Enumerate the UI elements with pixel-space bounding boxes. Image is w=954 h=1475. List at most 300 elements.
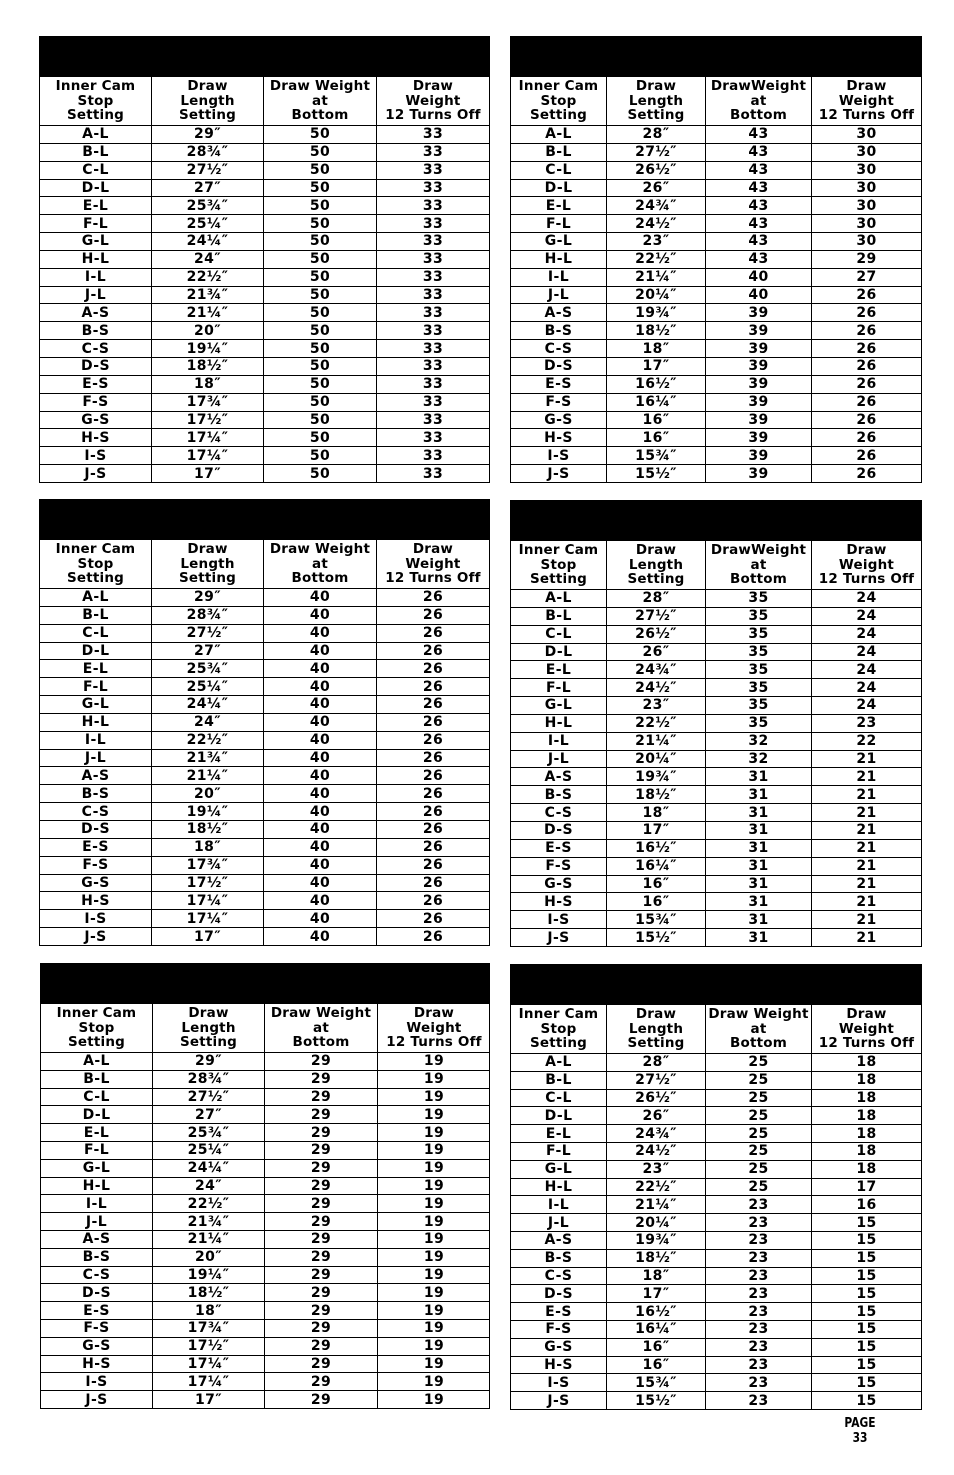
- table-cell: 26: [422, 785, 444, 802]
- table-cell: 21: [856, 768, 877, 785]
- table-cell: 35: [706, 644, 812, 661]
- table-cell: 19: [423, 1142, 445, 1159]
- column-header: Draw Weight 12 Turns Off: [818, 1006, 915, 1052]
- draw-chart-table-4: [510, 500, 922, 947]
- table-cell: 29″: [152, 126, 264, 143]
- table-cell: 26: [422, 839, 444, 856]
- table-cell: 25¼″: [152, 678, 264, 695]
- table-cell: 23: [706, 1214, 812, 1231]
- table-cell: 50: [264, 447, 377, 464]
- table-cell: 33: [422, 394, 444, 411]
- table-cell: 27½″: [607, 144, 706, 161]
- table-cell: 15¾″: [607, 911, 706, 928]
- column-header: Inner Cam Stop Setting: [40, 77, 152, 125]
- table-cell: 26: [856, 287, 877, 304]
- table-cell: 19¾″: [607, 1232, 706, 1249]
- table-cell: D-S: [40, 821, 152, 838]
- table-cell: E-S: [511, 376, 607, 393]
- table-row: [41, 1391, 489, 1409]
- table-cell: 43: [706, 162, 812, 179]
- table-cell: 21: [856, 840, 877, 857]
- table-cell: 40: [706, 287, 812, 304]
- table-cell: J-L: [40, 287, 152, 304]
- table-cell: 21: [856, 875, 877, 892]
- table-cell: 33: [422, 376, 444, 393]
- table-row: [41, 1089, 489, 1107]
- table-cell: 29: [265, 1213, 378, 1230]
- table-cell: 31: [706, 768, 812, 785]
- table-cell: 25: [706, 1072, 812, 1089]
- table-cell: H-S: [40, 429, 152, 446]
- table-cell: 39: [706, 358, 812, 375]
- table-cell: F-L: [40, 215, 152, 232]
- table-cell: C-S: [511, 340, 607, 357]
- table-row: [41, 1053, 489, 1071]
- column-header: Inner Cam Stop Setting: [40, 540, 152, 588]
- table-cell: 17″: [607, 822, 706, 839]
- table-cell: 33: [422, 144, 444, 161]
- table-cell: 33: [422, 197, 444, 214]
- table-row: [40, 429, 489, 447]
- table-cell: 18: [856, 1161, 877, 1178]
- table-cell: F-S: [511, 1321, 607, 1338]
- table-cell: 31: [706, 822, 812, 839]
- table-cell: 39: [706, 465, 812, 483]
- table-cell: B-S: [40, 785, 152, 802]
- table-cell: 35: [706, 697, 812, 714]
- table-row: [41, 1160, 489, 1178]
- table-cell: 21: [856, 804, 877, 821]
- table-row: [511, 1179, 921, 1197]
- table-cell: 27: [856, 269, 877, 286]
- table-row: [511, 911, 921, 929]
- table-cell: I-S: [40, 447, 152, 464]
- table-cell: 28″: [607, 126, 706, 143]
- table-cell: 40: [264, 839, 377, 856]
- table-cell: 40: [264, 625, 377, 642]
- table-cell: B-L: [511, 144, 607, 161]
- table-cell: 39: [706, 304, 812, 321]
- table-cell: 17″: [152, 928, 264, 946]
- table-row: [511, 1232, 921, 1250]
- table-cell: J-L: [511, 751, 607, 768]
- table-row: [40, 910, 489, 928]
- table-cell: H-S: [511, 429, 607, 446]
- table-row: [41, 1356, 489, 1374]
- table-cell: 30: [856, 233, 877, 250]
- table-row: [40, 643, 489, 661]
- table-cell: 24: [856, 661, 877, 678]
- table-cell: 18″: [607, 1268, 706, 1285]
- table-cell: 24: [856, 608, 877, 625]
- table-row: [40, 251, 489, 269]
- table-cell: 33: [422, 251, 444, 268]
- table-cell: 23: [706, 1285, 812, 1302]
- table-cell: 19: [423, 1373, 445, 1390]
- table-cell: 15½″: [607, 1392, 706, 1410]
- table-cell: 40: [264, 857, 377, 874]
- table-row: [511, 1268, 921, 1286]
- table-row: [511, 1339, 921, 1357]
- table-cell: 26: [856, 429, 877, 446]
- table-row: [40, 857, 489, 875]
- table-cell: 50: [264, 304, 377, 321]
- table-cell: 17¼″: [152, 892, 264, 909]
- table-cell: J-S: [511, 1392, 607, 1410]
- table-row: [511, 1161, 921, 1179]
- table-cell: 16″: [607, 893, 706, 910]
- table-cell: 17¾″: [152, 394, 264, 411]
- table-cell: 40: [264, 607, 377, 624]
- table-cell: J-L: [511, 1214, 607, 1231]
- table-cell: A-L: [511, 1054, 607, 1071]
- table-row: [40, 304, 489, 322]
- table-cell: F-S: [40, 394, 152, 411]
- table-cell: 50: [264, 251, 377, 268]
- table-cell: 33: [422, 215, 444, 232]
- table-cell: B-S: [511, 322, 607, 339]
- table-cell: 29: [265, 1356, 378, 1373]
- table-cell: 21: [856, 822, 877, 839]
- table-cell: 19: [423, 1106, 445, 1123]
- table-cell: 29: [265, 1195, 378, 1212]
- table-cell: 17¾″: [152, 857, 264, 874]
- table-cell: 26: [422, 910, 444, 927]
- table-cell: 30: [856, 215, 877, 232]
- table-cell: 18″: [607, 340, 706, 357]
- table-row: [40, 287, 489, 305]
- table-cell: 27″: [153, 1106, 265, 1123]
- table-cell: 35: [706, 590, 812, 607]
- draw-chart-table-6: [510, 964, 922, 1410]
- table-cell: 26: [422, 767, 444, 784]
- draw-chart-table-5: [40, 963, 490, 1409]
- table-cell: A-L: [511, 126, 607, 143]
- table-row: [40, 322, 489, 340]
- table-cell: 33: [422, 233, 444, 250]
- table-cell: 19: [423, 1177, 445, 1194]
- table-cell: 21¼″: [607, 1196, 706, 1213]
- table-row: [41, 1249, 489, 1267]
- table-row: [41, 1338, 489, 1356]
- table-cell: 24: [856, 697, 877, 714]
- table-cell: 21: [856, 751, 877, 768]
- table-cell: 15: [856, 1250, 877, 1267]
- table-cell: 19: [423, 1338, 445, 1355]
- table-cell: 26″: [607, 1107, 706, 1124]
- table-cell: 15: [856, 1303, 877, 1320]
- table-cell: 24¾″: [607, 197, 706, 214]
- table-cell: 33: [422, 447, 444, 464]
- table-cell: 24¾″: [607, 661, 706, 678]
- table-cell: F-L: [41, 1142, 153, 1159]
- table-cell: 15½″: [607, 929, 706, 947]
- table-cell: 28¾″: [152, 144, 264, 161]
- table-row: [40, 785, 489, 803]
- table-cell: C-L: [511, 626, 607, 643]
- column-header: Inner Cam Stop Setting: [511, 541, 607, 589]
- table-row: [40, 144, 489, 162]
- table-cell: 31: [706, 911, 812, 928]
- table-cell: 24″: [153, 1178, 265, 1195]
- table-cell: A-L: [40, 589, 152, 606]
- table-header-row: [41, 1004, 489, 1053]
- table-cell: 43: [706, 144, 812, 161]
- table-cell: 29: [265, 1142, 378, 1159]
- column-header: Draw Weight at Bottom: [265, 1004, 378, 1052]
- table-cell: J-S: [511, 465, 607, 483]
- table-cell: 18½″: [152, 821, 264, 838]
- table-title-bar: [511, 965, 921, 1005]
- table-cell: 18″: [152, 376, 264, 393]
- table-cell: 15: [856, 1267, 877, 1284]
- table-cell: 26½″: [607, 1090, 706, 1107]
- table-cell: 26: [856, 376, 877, 393]
- table-cell: 50: [264, 126, 377, 143]
- table-row: [511, 394, 921, 412]
- table-row: [511, 1214, 921, 1232]
- table-cell: 16″: [607, 412, 706, 429]
- table-cell: E-S: [40, 839, 152, 856]
- table-row: [511, 1303, 921, 1321]
- table-cell: G-L: [40, 696, 152, 713]
- table-cell: 35: [706, 608, 812, 625]
- table-cell: 31: [706, 893, 812, 910]
- table-cell: J-S: [41, 1391, 153, 1409]
- table-cell: 26: [856, 322, 877, 339]
- table-cell: 29: [265, 1249, 378, 1266]
- table-cell: 32: [706, 751, 812, 768]
- table-cell: 40: [264, 803, 377, 820]
- table-cell: F-S: [40, 857, 152, 874]
- table-cell: D-S: [41, 1284, 153, 1301]
- table-cell: 25: [706, 1090, 812, 1107]
- table-cell: 40: [264, 732, 377, 749]
- table-cell: 17¼″: [153, 1356, 265, 1373]
- table-cell: 26: [856, 465, 877, 482]
- table-row: [41, 1195, 489, 1213]
- table-row: [40, 607, 489, 625]
- table-cell: 31: [706, 858, 812, 875]
- table-cell: 19: [423, 1213, 445, 1230]
- table-cell: 19¾″: [607, 304, 706, 321]
- table-cell: 23: [706, 1374, 812, 1391]
- table-cell: B-L: [511, 1072, 607, 1089]
- table-row: [511, 876, 921, 894]
- table-row: [511, 465, 921, 483]
- table-cell: 21¾″: [152, 287, 264, 304]
- table-cell: 50: [264, 197, 377, 214]
- table-cell: 21: [856, 786, 877, 803]
- table-cell: 40: [264, 875, 377, 892]
- table-cell: C-L: [41, 1089, 153, 1106]
- table-header-row: [511, 541, 921, 590]
- table-row: [41, 1284, 489, 1302]
- table-cell: 23″: [607, 697, 706, 714]
- table-cell: 26: [422, 589, 444, 606]
- table-row: [40, 340, 489, 358]
- table-cell: E-S: [511, 840, 607, 857]
- table-cell: 26: [856, 447, 877, 464]
- table-cell: A-S: [511, 768, 607, 785]
- table-cell: 19: [423, 1249, 445, 1266]
- table-cell: 50: [264, 394, 377, 411]
- table-cell: 29: [265, 1302, 378, 1319]
- table-header-row: [40, 77, 489, 126]
- table-row: [41, 1320, 489, 1338]
- table-cell: 27″: [152, 180, 264, 197]
- table-cell: F-L: [40, 678, 152, 695]
- table-cell: 50: [264, 180, 377, 197]
- table-cell: 15: [856, 1393, 877, 1410]
- table-cell: 50: [264, 322, 377, 339]
- table-row: [511, 804, 921, 822]
- table-cell: 50: [264, 215, 377, 232]
- table-cell: 30: [856, 144, 877, 161]
- table-cell: 29: [265, 1338, 378, 1355]
- table-cell: B-S: [511, 1250, 607, 1267]
- table-cell: C-L: [40, 162, 152, 179]
- table-row: [511, 162, 921, 180]
- table-cell: 26: [856, 411, 877, 428]
- table-cell: F-L: [511, 679, 607, 696]
- table-cell: 39: [706, 394, 812, 411]
- table-cell: 26: [856, 358, 877, 375]
- table-cell: A-S: [41, 1231, 153, 1248]
- table-cell: G-S: [511, 876, 607, 893]
- table-cell: 21: [856, 858, 877, 875]
- table-cell: 16″: [607, 876, 706, 893]
- table-cell: 17: [856, 1178, 877, 1195]
- table-cell: D-L: [511, 180, 607, 197]
- column-header: Draw Weight at Bottom: [706, 1005, 812, 1053]
- table-cell: G-S: [40, 875, 152, 892]
- table-row: [511, 751, 921, 769]
- table-cell: 23″: [607, 1161, 706, 1178]
- table-cell: 26: [422, 714, 444, 731]
- table-cell: B-L: [511, 608, 607, 625]
- table-row: [40, 412, 489, 430]
- table-cell: 18″: [607, 804, 706, 821]
- table-row: [40, 732, 489, 750]
- table-cell: 29: [265, 1089, 378, 1106]
- table-cell: 30: [856, 179, 877, 196]
- table-cell: E-S: [40, 376, 152, 393]
- column-header: Draw Length Setting: [607, 1005, 706, 1053]
- table-cell: 40: [264, 910, 377, 927]
- table-cell: 27½″: [153, 1089, 265, 1106]
- table-cell: 15: [856, 1285, 877, 1302]
- table-cell: 24½″: [607, 215, 706, 232]
- table-cell: J-L: [41, 1213, 153, 1230]
- table-row: [40, 803, 489, 821]
- table-cell: 40: [264, 928, 377, 946]
- table-cell: 43: [706, 215, 812, 232]
- table-cell: 17¼″: [152, 910, 264, 927]
- table-cell: 26: [422, 874, 444, 891]
- table-row: [511, 340, 921, 358]
- table-cell: 29: [265, 1267, 378, 1284]
- table-cell: 27½″: [152, 162, 264, 179]
- table-cell: 25: [706, 1143, 812, 1160]
- table-cell: 23: [706, 1268, 812, 1285]
- table-cell: F-S: [41, 1320, 153, 1337]
- table-cell: 22½″: [607, 715, 706, 732]
- table-cell: 40: [264, 643, 377, 660]
- column-header: DrawWeight at Bottom: [706, 541, 812, 589]
- table-cell: 22½″: [153, 1195, 265, 1212]
- table-cell: 25¾″: [152, 660, 264, 677]
- table-cell: 23: [706, 1321, 812, 1338]
- table-cell: 40: [706, 269, 812, 286]
- table-cell: 39: [706, 376, 812, 393]
- table-cell: 20¼″: [607, 287, 706, 304]
- table-cell: 29: [265, 1071, 378, 1088]
- table-cell: 33: [422, 322, 444, 339]
- table-cell: 31: [706, 786, 812, 803]
- table-cell: 21¾″: [152, 750, 264, 767]
- table-cell: 33: [422, 179, 444, 196]
- table-cell: E-L: [41, 1124, 153, 1141]
- table-cell: H-S: [40, 892, 152, 909]
- table-cell: 26: [422, 892, 444, 909]
- table-cell: G-L: [511, 233, 607, 250]
- table-cell: 17¼″: [152, 447, 264, 464]
- table-cell: 26: [856, 394, 877, 411]
- table-cell: 19: [423, 1266, 445, 1283]
- table-cell: 22½″: [607, 1179, 706, 1196]
- table-cell: E-S: [511, 1303, 607, 1320]
- table-cell: 28¾″: [152, 607, 264, 624]
- table-cell: 17″: [153, 1391, 265, 1409]
- table-body: [40, 126, 489, 483]
- draw-chart-table-2: [510, 36, 922, 483]
- table-cell: 17″: [152, 465, 264, 483]
- table-cell: 15: [856, 1339, 877, 1356]
- table-cell: 25: [706, 1179, 812, 1196]
- table-cell: 33: [422, 411, 444, 428]
- table-cell: 29: [265, 1391, 378, 1409]
- table-row: [511, 929, 921, 947]
- table-cell: 21: [856, 893, 877, 910]
- table-cell: 18″: [153, 1302, 265, 1319]
- table-cell: 50: [264, 429, 377, 446]
- table-row: [40, 162, 489, 180]
- table-cell: 23: [706, 1339, 812, 1356]
- table-body: [511, 126, 921, 483]
- table-cell: C-S: [511, 804, 607, 821]
- table-row: [511, 715, 921, 733]
- table-cell: 16¼″: [607, 394, 706, 411]
- table-cell: 39: [706, 447, 812, 464]
- table-cell: 40: [264, 892, 377, 909]
- table-cell: 25¾″: [152, 197, 264, 214]
- table-row: [41, 1373, 489, 1391]
- table-cell: 50: [264, 465, 377, 483]
- table-row: [511, 786, 921, 804]
- draw-chart-table-1: [39, 36, 490, 483]
- table-cell: 24¼″: [152, 696, 264, 713]
- table-cell: 33: [422, 126, 444, 143]
- table-row: [511, 215, 921, 233]
- table-cell: 26: [422, 803, 444, 820]
- table-cell: I-L: [40, 732, 152, 749]
- table-row: [41, 1231, 489, 1249]
- column-header: Draw Length Setting: [607, 541, 706, 589]
- table-cell: 26: [422, 642, 444, 659]
- column-header: Inner Cam Stop Setting: [511, 77, 607, 125]
- table-cell: I-L: [511, 733, 607, 750]
